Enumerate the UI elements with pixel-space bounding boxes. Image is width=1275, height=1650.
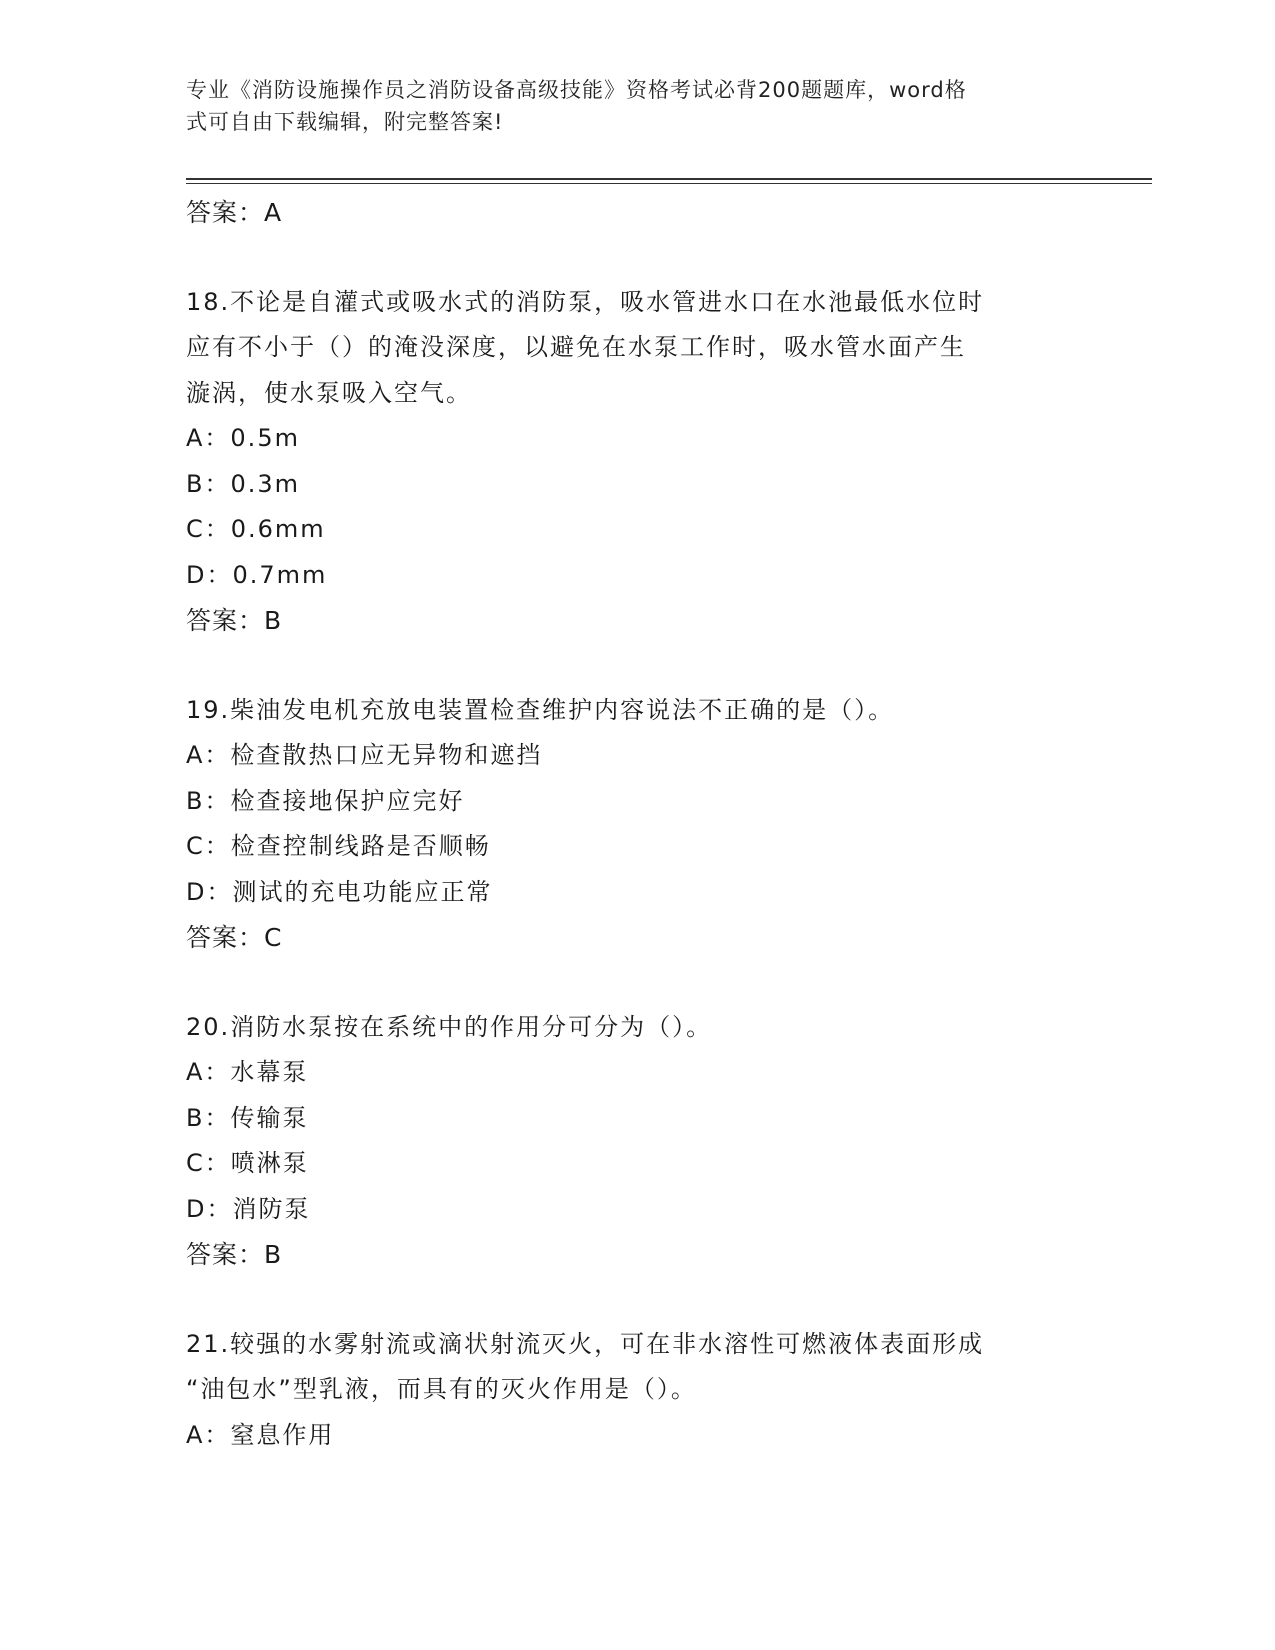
option-a: A：水幕泵	[186, 1058, 309, 1086]
option-b: B：0.3m	[186, 469, 301, 498]
option-a: A：检查散热口应无异物和遮挡	[186, 741, 543, 769]
option-b: B：传输泵	[186, 1103, 309, 1132]
question-text-line: 漩涡，使水泵吸入空气。	[186, 378, 472, 407]
question-block-21	[186, 1322, 1086, 1459]
question-block-19	[186, 688, 1086, 961]
question-block-18	[186, 280, 1086, 644]
question-text-line: 20.消防水泵按在系统中的作用分可分为（）。	[186, 1012, 713, 1041]
spacer	[186, 236, 1086, 280]
option-b: B：检查接地保护应完好	[186, 786, 465, 815]
spacer	[186, 961, 1086, 1005]
header-line-2: 式可自由下载编辑，附完整答案!	[186, 110, 504, 134]
option-a: A：窒息作用	[186, 1420, 335, 1449]
answer-line: 答案：A	[186, 198, 283, 227]
option-d: D：消防泵	[186, 1194, 311, 1223]
question-list	[186, 190, 1086, 1458]
header-divider	[186, 178, 1152, 184]
answer-line: 答案：B	[186, 1240, 283, 1269]
option-c: C：喷淋泵	[186, 1149, 309, 1177]
answer-line: 答案：B	[186, 606, 283, 635]
page-header	[186, 74, 1066, 138]
header-line-1: 专业《消防设施操作员之消防设备高级技能》资格考试必背200题题库，word格	[186, 78, 967, 102]
option-a: A：0.5m	[186, 424, 300, 452]
option-d: D：测试的充电功能应正常	[186, 877, 493, 906]
question-text-line: “油包水”型乳液，而具有的灭火作用是（）。	[186, 1375, 697, 1403]
option-d: D：0.7mm	[186, 560, 328, 589]
spacer	[186, 644, 1086, 688]
question-text-line: 19.柴油发电机充放电装置检查维护内容说法不正确的是（）。	[186, 695, 895, 724]
option-c: C：检查控制线路是否顺畅	[186, 832, 491, 860]
option-c: C：0.6mm	[186, 515, 326, 543]
question-text-line: 应有不小于（）的淹没深度，以避免在水泵工作时，吸水管水面产生	[186, 333, 966, 361]
question-block-20	[186, 1005, 1086, 1278]
question-text-line: 18.不论是自灌式或吸水式的消防泵，吸水管进水口在水池最低水位时	[186, 287, 985, 316]
spacer	[186, 1278, 1086, 1322]
answer-line: 答案：C	[186, 923, 283, 952]
question-text-line: 21.较强的水雾射流或滴状射流灭火，可在非水溶性可燃液体表面形成	[186, 1329, 985, 1358]
